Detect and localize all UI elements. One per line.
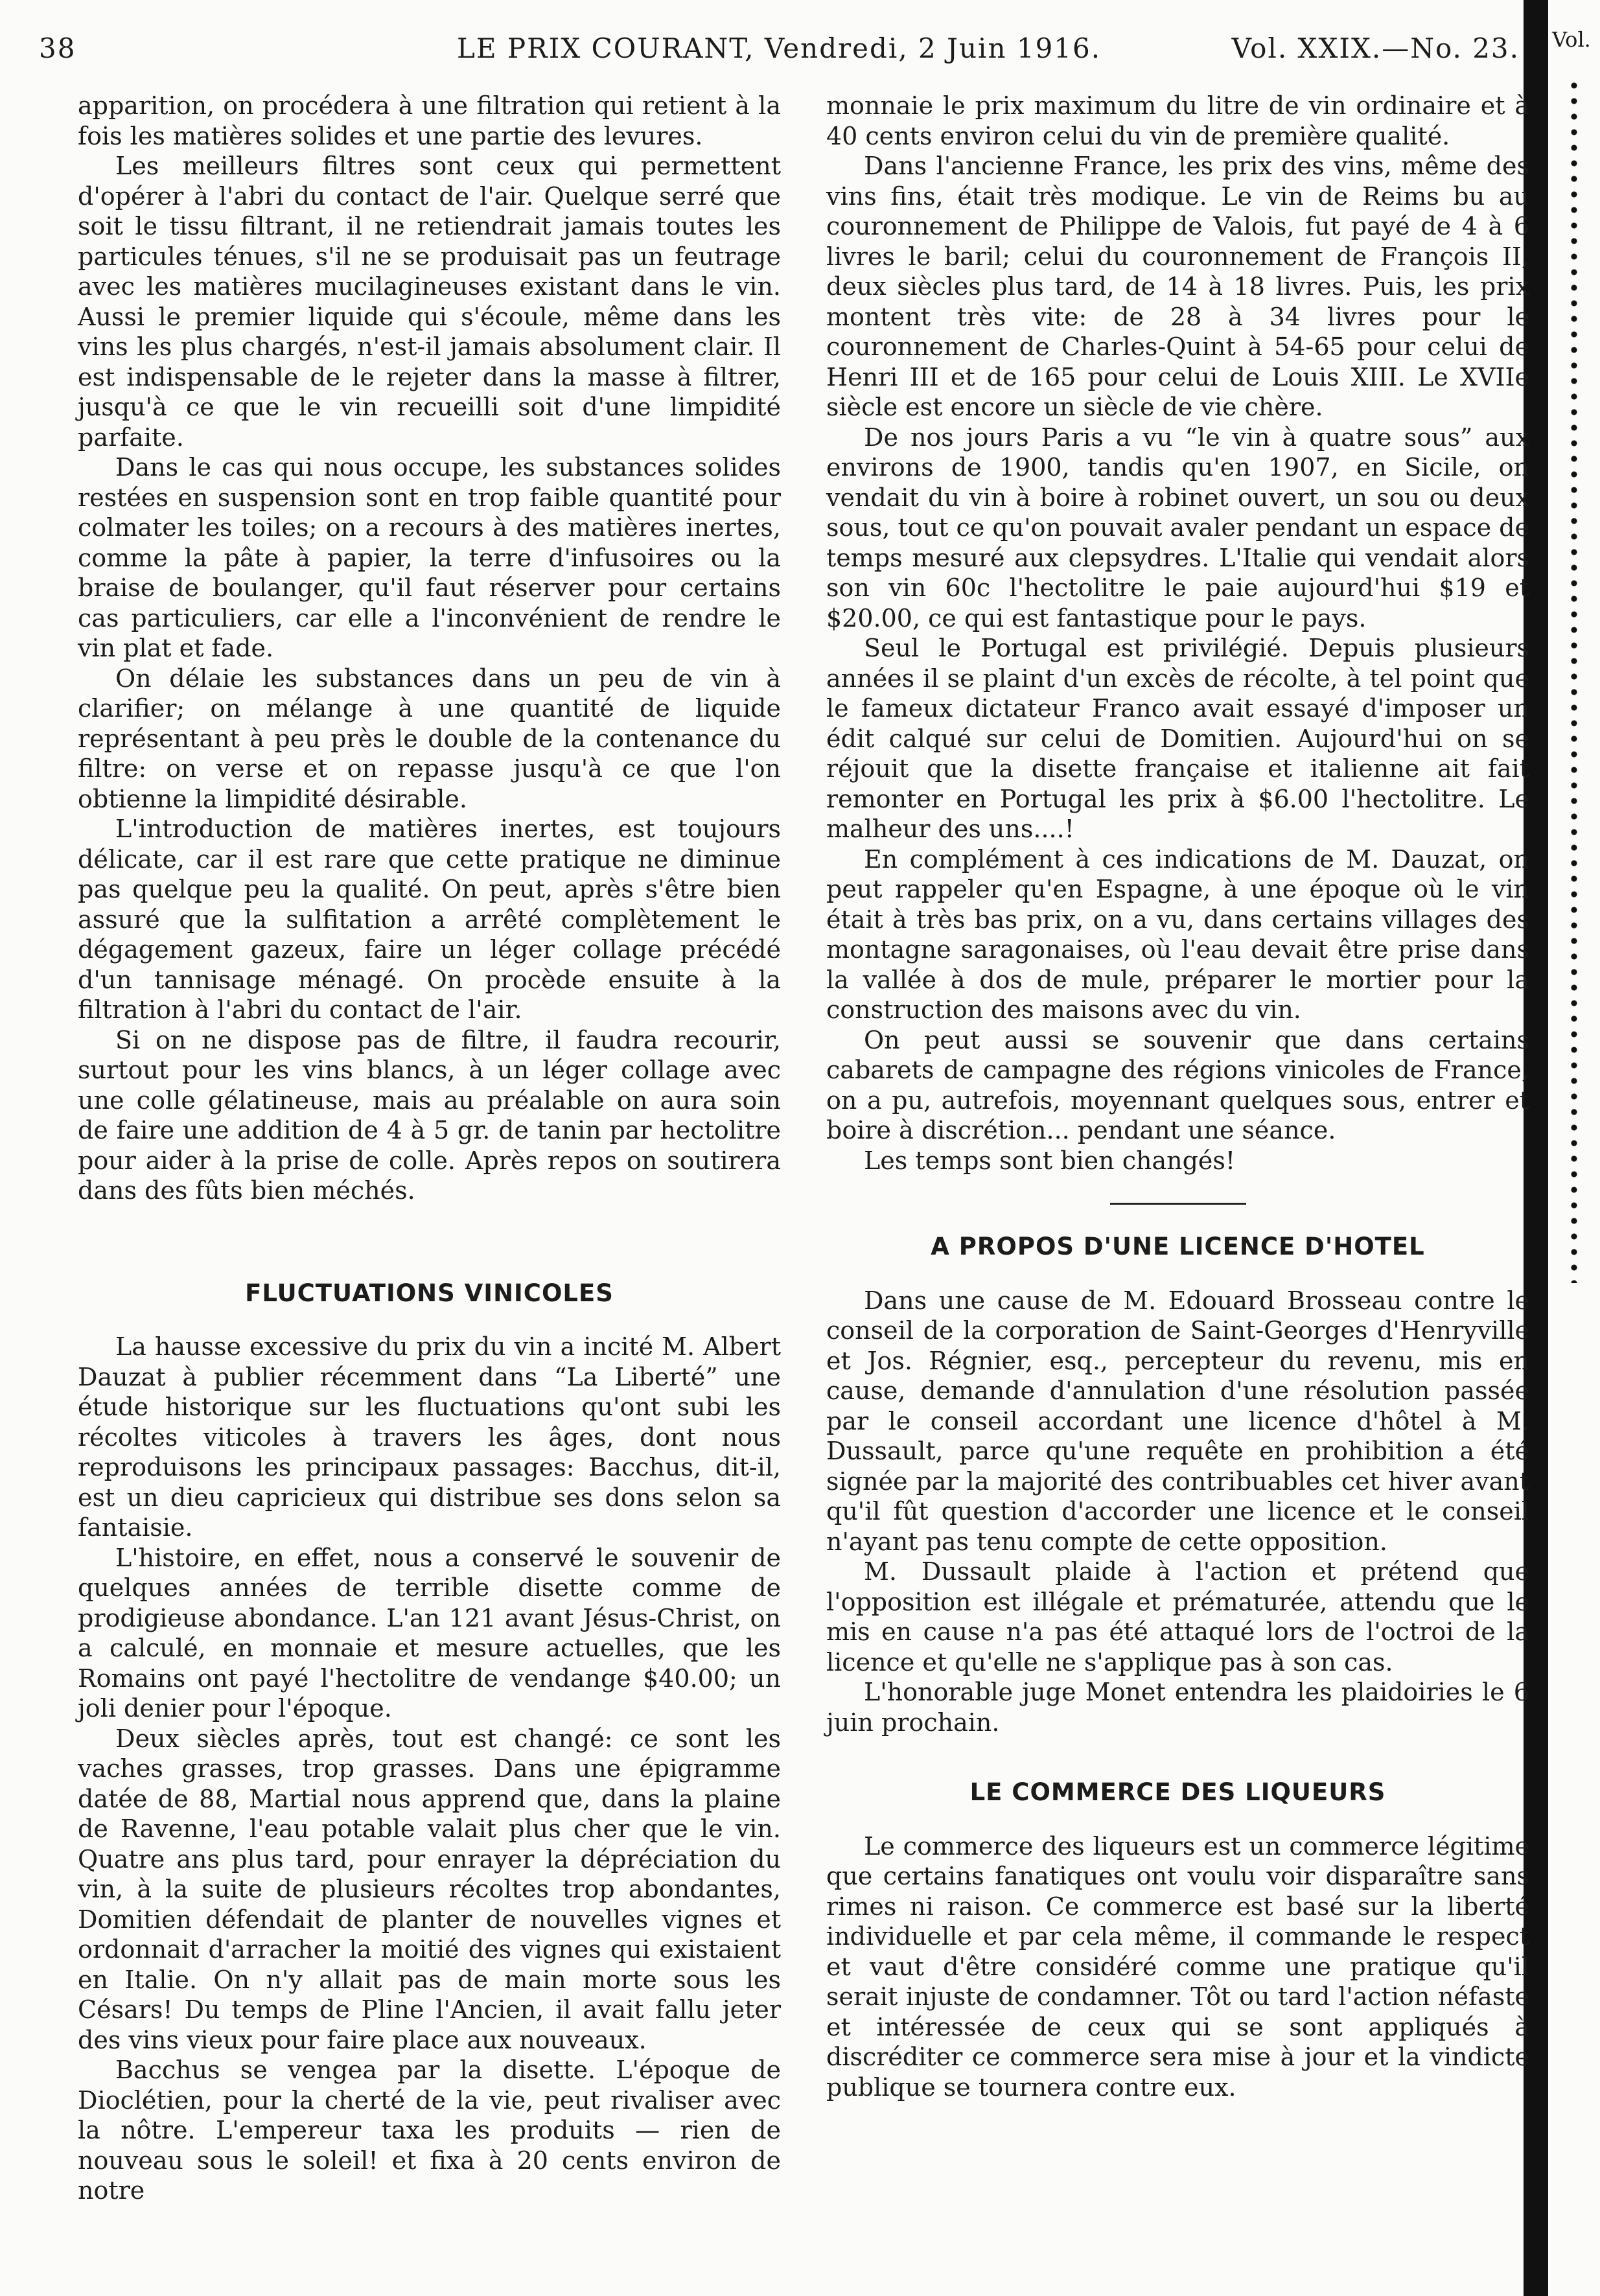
binding-edge (1524, 0, 1600, 2296)
paragraph: La hausse excessive du prix du vin a incité M. Albert Dauzat à publier récemment dans “La Liberté” une étude historique sur les fluctuations qu'ont subi les récoltes viticoles à travers les âges, dont nous reproduisons les principaux passages: Bacchus, dit-il, est un dieu capricieux qui distribue ses dons selon sa fantaisie. (78, 1332, 781, 1542)
page-header (39, 26, 1520, 71)
paragraph: Si on ne dispose pas de filtre, il faudra recourir, surtout pour les vins blancs, à un léger collage avec une colle gélatineuse, mais au préalable on aura soin de faire une addition de 4 à 5 gr. de tanin par hectolitre pour aider à la prise de colle. Après repos on soutirera dans des fûts bien méchés. (78, 1025, 781, 1205)
paragraph: On peut aussi se souvenir que dans certains cabarets de campagne des régions vinicoles de France, on a pu, autrefois, moyennant quelques sous, entrer et boire à discrétion... pendant une séance. (826, 1025, 1529, 1144)
paragraph: Dans une cause de M. Edouard Brosseau contre le conseil de la corporation de Saint-Georges d'Henryville et Jos. Régnier, esq., percepteur du revenu, mis en cause, demande d'annulation d'une résolution passée par le conseil accordant une licence d'hôtel à M. Dussault, parce qu'une requête en prohibition a été signée par la majorité des contribuables cet hiver avant qu'il fût question d'accorder une licence et le conseil n'ayant pas tenu compte de cette opposition. (826, 1286, 1529, 1556)
paragraph: L'honorable juge Monet entendra les plaidoiries le 6 juin prochain. (826, 1678, 1529, 1737)
paragraph: monnaie le prix maximum du litre de vin ordinaire et à 40 cents environ celui du vin de première qualité. (826, 91, 1529, 150)
paragraph: Dans l'ancienne France, les prix des vins, même des vins fins, était très modique. Le vin de Reims bu au couronnement de Philippe de Valois, fut payé de 4 à 6 livres le baril; celui du couronnement de François II, deux siècles plus tard, de 14 à 18 livres. Puis, les prix montent très vite: de 28 à 34 livres pour le couronnement de Charles-Quint à 54-65 pour celui de Henri III et de 165 pour celui de Louis XIII. Le XVIIe siècle est encore un siècle de vie chère. (826, 152, 1529, 421)
paragraph: Les temps sont bien changés! (864, 1146, 1236, 1175)
paragraph: En complément à ces indications de M. Dauzat, on peut rappeler qu'en Espagne, à une époque où le vin était à très bas prix, on a vu, dans certains villages des montagne saragonaises, où l'eau devait être prise dans la vallée à dos de mule, préparer le mortier pour la construction des maisons avec du vin. (826, 844, 1529, 1024)
section-title-liquor-trade: LE COMMERCE DES LIQUEURS (969, 1778, 1386, 1806)
paragraph: Seul le Portugal est privilégié. Depuis plusieurs années il se plaint d'un excès de récolte, à tel point que le fameux dictateur Franco avait essayé d'imposer un édit calqué sur celui de Domitien. Aujourd'hui on se réjouit que la disette française et italienne ait fait remonter en Portugal les prix à $6.00 l'hectolitre. Le malheur des uns....! (826, 634, 1529, 843)
margin-label: Vol. (1552, 27, 1591, 52)
left-column (78, 91, 781, 2206)
paragraph: M. Dussault plaide à l'action et prétend que l'opposition est illégale et prématurée, attendu que le mis en cause n'a pas été attaqué lors de l'octroi de la licence et qu'elle ne s'applique pas à son cas. (826, 1557, 1529, 1676)
paragraph: apparition, on procédera à une filtration qui retient à la fois les matières solides et une partie des levures. (78, 91, 781, 150)
section-title-fluctuations: FLUCTUATIONS VINICOLES (245, 1279, 614, 1307)
paragraph: L'introduction de matières inertes, est toujours délicate, car il est rare que cette pratique ne diminue pas quelque peu la qualité. On peut, après s'être bien assuré que la sulfitation a arrêté complètement le dégagement gazeux, faire un léger collage précédé d'un tannisage ménagé. On procède ensuite à la filtration à l'abri du contact de l'air. (78, 815, 781, 1024)
paragraph: Les meilleurs filtres sont ceux qui permettent d'opérer à l'abri du contact de l'air. Quelque serré que soit le tissu filtrant, il ne retiendrait jamais toutes les particules ténues, s'il ne se produisait pas un feutrage avec les matières mucilagineuses existant dans le vin. Aussi le premier liquide qui s'écoule, même dans les vins les plus chargés, n'est-il jamais absolument clair. Il est indispensable de le rejeter dans la masse à filtrer, jusqu'à ce que le vin recueilli soit d'une limpidité parfaite. (78, 152, 781, 452)
paragraph: On délaie les substances dans un peu de vin à clarifier; on mélange à une quantité de liquide représentant à peu près le double de la contenance du filtre: on verse et on repasse jusqu'à ce que l'on obtienne la limpidité désirable. (78, 664, 781, 813)
paragraph: Bacchus se vengea par la disette. L'époque de Dioclétien, pour la cherté de la vie, peut rivaliser avec la nôtre. L'empereur taxa les produits — rien de nouveau sous le soleil! et fixa à 20 cents environ de notre (78, 2056, 781, 2205)
paragraph: Dans le cas qui nous occupe, les substances solides restées en suspension sont en trop faible quantité pour colmater les toiles; on a recours à des matières inertes, comme la pâte à papier, la terre d'infusoires ou la braise de boulanger, qu'il faut réserver pour certains cas particuliers, car elle a l'inconvénient de rendre le vin plat et fade. (78, 453, 781, 662)
section-title-hotel-licence: A PROPOS D'UNE LICENCE D'HOTEL (931, 1233, 1425, 1260)
page-number: 38 (39, 32, 76, 64)
volume-number: Vol. XXIX.—No. 23. (1231, 32, 1520, 64)
right-column (826, 91, 1529, 2102)
paragraph: De nos jours Paris a vu “le vin à quatre sous” aux environs de 1900, tandis qu'en 1907, en Sicile, on vendait du vin à boire à robinet ouvert, un sou ou deux sous, tout ce qu'on pouvait avaler pendant un espace de temps mesuré aux clepsydres. L'Italie qui vendait alors son vin 60c l'hectolitre le paie aujourd'hui $19 et $20.00, ce qui est fantastique pour le pays. (826, 423, 1529, 632)
journal-title-date: LE PRIX COURANT, Vendredi, 2 Juin 1916. (457, 32, 1102, 64)
paragraph: L'histoire, en effet, nous a conservé le souvenir de quelques années de terrible disette comme de prodigieuse abondance. L'an 121 avant Jésus-Christ, on a calculé, en monnaie et mesure actuelles, que les Romains ont payé l'hectolitre de vendange $40.00; un joli denier pour l'époque. (78, 1543, 781, 1722)
perforation-dots (1570, 78, 1578, 1283)
paragraph: Le commerce des liqueurs est un commerce légitime que certains fanatiques ont voulu voir disparaître sans rimes ni raison. Ce commerce est basé sur la liberté individuelle et par cela même, il commande le respect et vaut d'être considéré comme une pratique qu'il serait injuste de condamner. Tôt ou tard l'action néfaste et intéressée de ceux qui se sont appliqués à discréditer ce commerce sera mise à jour et la vindicte publique se tournera contre eux. (826, 1831, 1529, 2102)
paragraph: Deux siècles après, tout est changé: ce sont les vaches grasses, trop grasses. Dans une épigramme datée de 88, Martial nous apprend que, dans la plaine de Ravenne, l'eau potable valait plus cher que le vin. Quatre ans plus tard, pour enrayer la dépréciation du vin, à la suite de plusieurs récoltes trop abondantes, Domitien défendait de planter de nouvelles vignes et ordonnait d'arracher la moitié des vignes qui existaient en Italie. On n'y allait pas de main morte sous les Césars! Du temps de Pline l'Ancien, il avait fallu jeter des vins vieux pour faire place aux nouveaux. (78, 1724, 781, 2054)
